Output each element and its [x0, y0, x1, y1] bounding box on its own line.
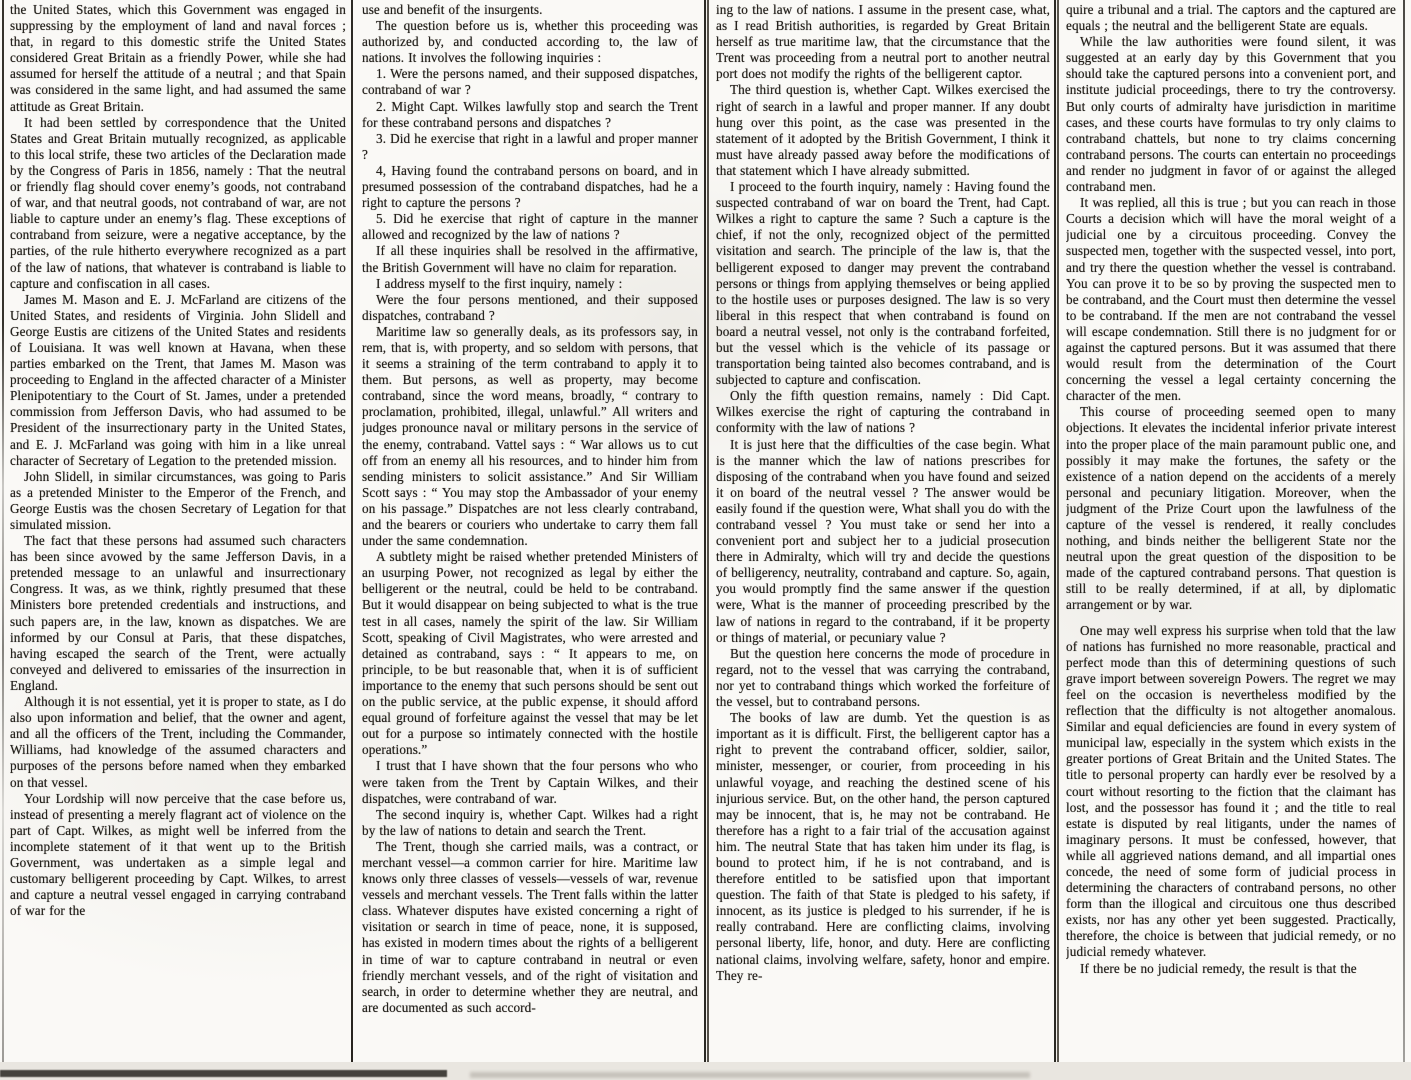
text-column-4	[1066, 2, 1396, 1078]
paragraph: The second inquiry is, whether Capt. Wilkes had a right by the law of nations to detain and search the Trent.	[362, 806, 698, 838]
paragraph: John Slidell, in similar circumstances, was going to Paris as a pretended Minister to the Emperor of the French, and George Eustis was the chosen Secretary of Legation for that simulated mission.	[10, 468, 346, 532]
text-column-2	[362, 2, 698, 1078]
paragraph: 4, Having found the contraband persons on board, and in presumed possession of the contraband dispatches, had he a right to capture the persons ?	[362, 162, 698, 211]
paragraph: James M. Mason and E. J. McFarland are citizens of the United States, and residents of Virginia. John Slidell and George Eustis are citizens of the United States and residents of Louisiana. It was well known at Havana, when these parties embarked on the Trent, that James M. Mason was proceeding to England in the affected character of a Minister Plenipotentiary to the Court of St. James, under a pretended commission from Jefferson Davis, who had assumed to be President of the insurrectionary party in the United States, and E. J. McFarland was going with him in a like unreal character of Secretary of Legation to the pretended mission.	[10, 291, 346, 468]
paragraph: The question before us is, whether this proceeding was authorized by, and conducted according to, the law of nations. It involves the following inquiries :	[362, 18, 698, 66]
paragraph: It had been settled by correspondence that the United States and Great Britain mutually recognized, as applicable to this local strife, these two articles of the Declaration made by the Congress of Paris in 1856, namely : That the neutral or friendly flag should cover enemy’s goods, not contraband of war, and that neutral goods, not contraband of war, are not liable to capture under an enemy’s flag. These exceptions of contraband from seizure, were a negative acceptance, by the parties, of the rule hitherto everywhere recognized as a part of the law of nations, that whatever is contraband is liable to capture and confiscation in all cases.	[10, 114, 346, 291]
bottom-scan-smudge	[470, 1072, 1030, 1078]
paragraph: I proceed to the fourth inquiry, namely : Having found the suspected contraband of war on board the Trent, had Capt. Wilkes a right to capture the same ? Such a capture is the chief, if not the only, recognized object of the permitted visitation and search. The principle of the law is, that the belligerent exposed to danger may prevent the contraband persons or things from applying themselves or being applied to the hostile uses or purposes designed. The law is so very liberal in this respect that when contraband is found on board a neutral vessel, not only is the contraband forfeited, but the vessel which is the vehicle of its passage or transportation being tainted also becomes contraband, and is subjected to capture and confiscation.	[716, 179, 1050, 388]
paragraph: the United States, which this Government was engaged in suppressing by the employment of land and naval forces ; that, in regard to this domestic strife the United States considered Great Britain as a friendly Power, while she had assumed for herself the attitude of a neutral ; and that Spain was considered in the same light, and had assumed the same attitude as Great Britain.	[10, 2, 346, 114]
paragraph: Only the fifth question remains, namely : Did Capt. Wilkes exercise the right of capturing the contraband in conformity with the law of nations ?	[716, 388, 1050, 436]
paragraph: The Trent, though she carried mails, was a contract, or merchant vessel—a common carrier for hire. Maritime law knows only three classes of vessels—vessels of war, revenue vessels and merchant vessels. The Trent falls within the latter class. Whatever disputes have existed concerning a right of visitation or search in time of peace, none, it is supposed, has existed in modern times about the rights of a belligerent in time of war to capture contraband in neutral or even friendly merchant vessels, and of the right of visitation and search, in order to determine whether they are neutral, and are documented as such accord-	[362, 838, 698, 1015]
page-right-rule	[1403, 0, 1405, 1080]
paragraph: Although it is not essential, yet it is proper to state, as I do also upon information and belief, that the owner and agent, and all the officers of the Trent, including the Commander, Williams, had knowledge of the assumed characters and purposes of the persons before named when they embarked on that vessel.	[10, 694, 346, 790]
paragraph: But the question here concerns the mode of procedure in regard, not to the vessel that was carrying the contraband, nor yet to contraband things which worked the forfeiture of the vessel, but to contraband persons.	[716, 645, 1050, 710]
paragraph: I trust that I have shown that the four persons who who were taken from the Trent by Captain Wilkes, and their dispatches, were contraband of war.	[362, 758, 698, 806]
paragraph: 5. Did he exercise that right of capture in the manner allowed and recognized by the law of nations ?	[362, 211, 698, 243]
paragraph: Your Lordship will now perceive that the case before us, instead of presenting a merely flagrant act of violence on the part of Capt. Wilkes, as might well be inferred from the incomplete statement of it that went up to the British Government, was undertaken as a simple legal and customary belligerent proceeding by Capt. Wilkes, to arrest and capture a neutral vessel engaged in carrying contraband of war for the	[10, 790, 346, 919]
paragraph: A subtlety might be raised whether pretended Ministers of an usurping Power, not recognized as legal by either the belligerent or the neutral, could be held to be contraband. But it would disappear on being subjected to what is the true test in all cases, namely the spirit of the law. Sir William Scott, speaking of Civil Magistrates, who were arrested and detained as contraband, says : “ It appears to me, on principle, to be but reasonable that, when it is of sufficient importance to the enemy that such persons should be sent out on the public service, at the public expense, it should afford equal ground of forfeiture against the vessel that may be let out for a purpose so intimately connected with the hostile operations.”	[362, 549, 698, 758]
column-rule-3	[1054, 0, 1059, 1080]
paragraph: If all these inquiries shall be resolved in the affirmative, the British Government will have no claim for reparation.	[362, 243, 698, 275]
paragraph: It was replied, all this is true ; but you can reach in those Courts a decision which will have the moral weight of a judicial one by a circuitous proceeding. Convey the suspected men, together with the suspected vessel, into port, and try there the question whether the vessel is contraband. You can prove it to be so by proving the suspected men to be contraband, and the Court must then determine the vessel to be contraband. If the men are not contraband the vessel will escape condemnation. Still there is no judgment for or against the captured persons. But it was assumed that there would result from the determination of the Court concerning the vessel a legal certainty concerning the character of the men.	[1066, 195, 1396, 404]
page-left-rule	[2, 0, 4, 1080]
paragraph: The books of law are dumb. Yet the question is as important as it is difficult. First, the belligerent captor has a right to prevent the contraband officer, soldier, sailor, minister, messenger, or courier, from proceeding in his unlawful voyage, and reaching the destined scene of his injurious service. But, on the other hand, the person captured may be innocent, that is, he may not be contraband. He therefore has a right to a fair trial of the accusation against him. The neutral State that has taken him under its flag, is bound to protect him, if he is not contraband, and is therefore entitled to be satisfied upon that important question. The faith of that State is pledged to his safety, if innocent, as its justice is pledged to his surrender, if he is really contraband. Here are conflicting claims, involving personal liberty, life, honor, and duty. Here are conflicting national claims, involving welfare, safety, honor and empire. They re-	[716, 710, 1050, 983]
paragraph: quire a tribunal and a trial. The captors and the captured are equals ; the neutral and the belligerent State are equals.	[1066, 2, 1396, 34]
paragraph: If there be no judicial remedy, the result is that the	[1080, 960, 1357, 976]
paragraph: One may well express his surprise when told that the law of nations has furnished no more reasonable, practical and perfect mode than this of determining questions of such grave import between sovereign Powers. The regret we may feel on the occasion is nevertheless modified by the reflection that the difficulty is not altogether anomalous. Similar and equal deficiencies are found in every system of municipal law, especially in the system which exists in the greater portions of Great Britain and the United States. The title to personal property can hardly ever be resolved by a court without resorting to the fiction that the claimant has lost, and the possessor has found it ; and the title to real estate is disputed by real litigants, under the names of imaginary persons. It must be confessed, however, that while all aggrieved nations demand, and all impartial ones concede, the need of some form of judicial process in determining the characters of contraband persons, no other form than the illogical and circuitous one thus described exists, nor has any other yet been suggested. Practically, therefore, the choice is between that judicial remedy, or no judicial remedy whatever.	[1066, 622, 1396, 960]
paragraph: While the law authorities were found silent, it was suggested at an early day by this Government that you should take the captured persons into a convenient port, and institute judicial proceedings, there to try the controversy. But only courts of admiralty have jurisdiction in maritime cases, and these courts have formulas to try only claims to contraband chattels, but none to try claims concerning contraband persons. The courts can entertain no proceedings and render no judgment in favor of or against the alleged contraband men.	[1066, 34, 1396, 195]
column-rule-1	[351, 0, 353, 1080]
paragraph: 1. Were the persons named, and their supposed dispatches, contraband of war ?	[362, 66, 698, 98]
column-rule-2	[704, 0, 709, 1080]
text-column-1	[10, 2, 346, 1078]
paragraph: The third question is, whether Capt. Wilkes exercised the right of search in a lawful and proper manner. If any doubt hung over this point, as the case was presented in the statement of it adopted by the British Government, I think it must have already passed away before the modifications of that statement which I have already submitted.	[716, 82, 1050, 178]
paragraph: Maritime law so generally deals, as its professors say, in rem, that is, with property, and so seldom with persons, that it seems a straining of the term contraband to apply it to them. But persons, as well as property, may become contraband, since the word means, broadly, “ contrary to proclamation, prohibited, illegal, unlawful.” All writers and judges pronounce naval or military persons in the service of the enemy, contraband. Vattel says : “ War allows us to cut off from an enemy all his resources, and to hinder him from sending ministers to solicit assistance.” And Sir William Scott says : “ You may stop the Ambassador of your enemy on his passage.” Dispatches are not less clearly contraband, and the bearers or couriers who undertake to carry them fall under the same condemnation.	[362, 323, 698, 549]
paragraph: Were the four persons mentioned, and their supposed dispatches, contraband ?	[362, 291, 698, 323]
paragraph: use and benefit of the insurgents.	[362, 2, 543, 17]
paragraph: This course of proceeding seemed open to many objections. It elevates the incidental inferior private interest into the proper place of the main paramount public one, and possibly it may make the fortunes, the safety or the existence of a nation depend on the accidents of a merely personal and pecuniary litigation. Moreover, when the judgment of the Prize Court upon the lawfulness of the capture of the vessel is rendered, it really concludes nothing, and binds neither the belligerent State nor the neutral upon the great question of the disposition to be made of the captured contraband persons. That question is still to be really determined, if at all, by diplomatic arrangement or by war.	[1066, 404, 1396, 613]
text-column-3	[716, 2, 1050, 1078]
paragraph: The fact that these persons had assumed such characters has been since avowed by the same Jefferson Davis, in a pretended message to an unlawful and insurrectionary Congress. It was, as we think, rightly presumed that these Ministers bore pretended credentials and instructions, and such papers are, in the law, known as dispatches. We are informed by our Consul at Paris, that these dispatches, having escaped the search of the Trent, were actually conveyed and delivered to emissaries of the insurrection in England.	[10, 533, 346, 693]
paragraph: 2. Might Capt. Wilkes lawfully stop and search the Trent for these contraband persons and dispatches ?	[362, 98, 698, 130]
paragraph: It is just here that the difficulties of the case begin. What is the manner which the law of nations prescribes for disposing of the contraband when you have found and seized it on board of the neutral vessel ? The answer would be easily found if the question were, What shall you do with the contraband vessel ? You must take or send her into a convenient port and subject her to a judicial prosecution there in Admiralty, which will try and decide the questions of belligerency, neutrality, contraband and capture. So, again, you would promptly find the same answer if the question were, What is the manner of proceeding prescribed by the law of nations in regard to the contraband, if it be property or things of material, or pecuniary value ?	[716, 436, 1050, 645]
paragraph: ing to the law of nations. I assume in the present case, what, as I read British authorities, is regarded by Great Britain herself as true maritime law, that the circumstance that the Trent was proceeding from a neutral port to another neutral port does not modify the rights of the belligerent captor.	[716, 2, 1050, 82]
bottom-rule-smudge	[0, 1070, 447, 1077]
paragraph: I address myself to the first inquiry, namely :	[376, 275, 623, 291]
paragraph: 3. Did he exercise that right in a lawful and proper manner ?	[362, 130, 698, 162]
